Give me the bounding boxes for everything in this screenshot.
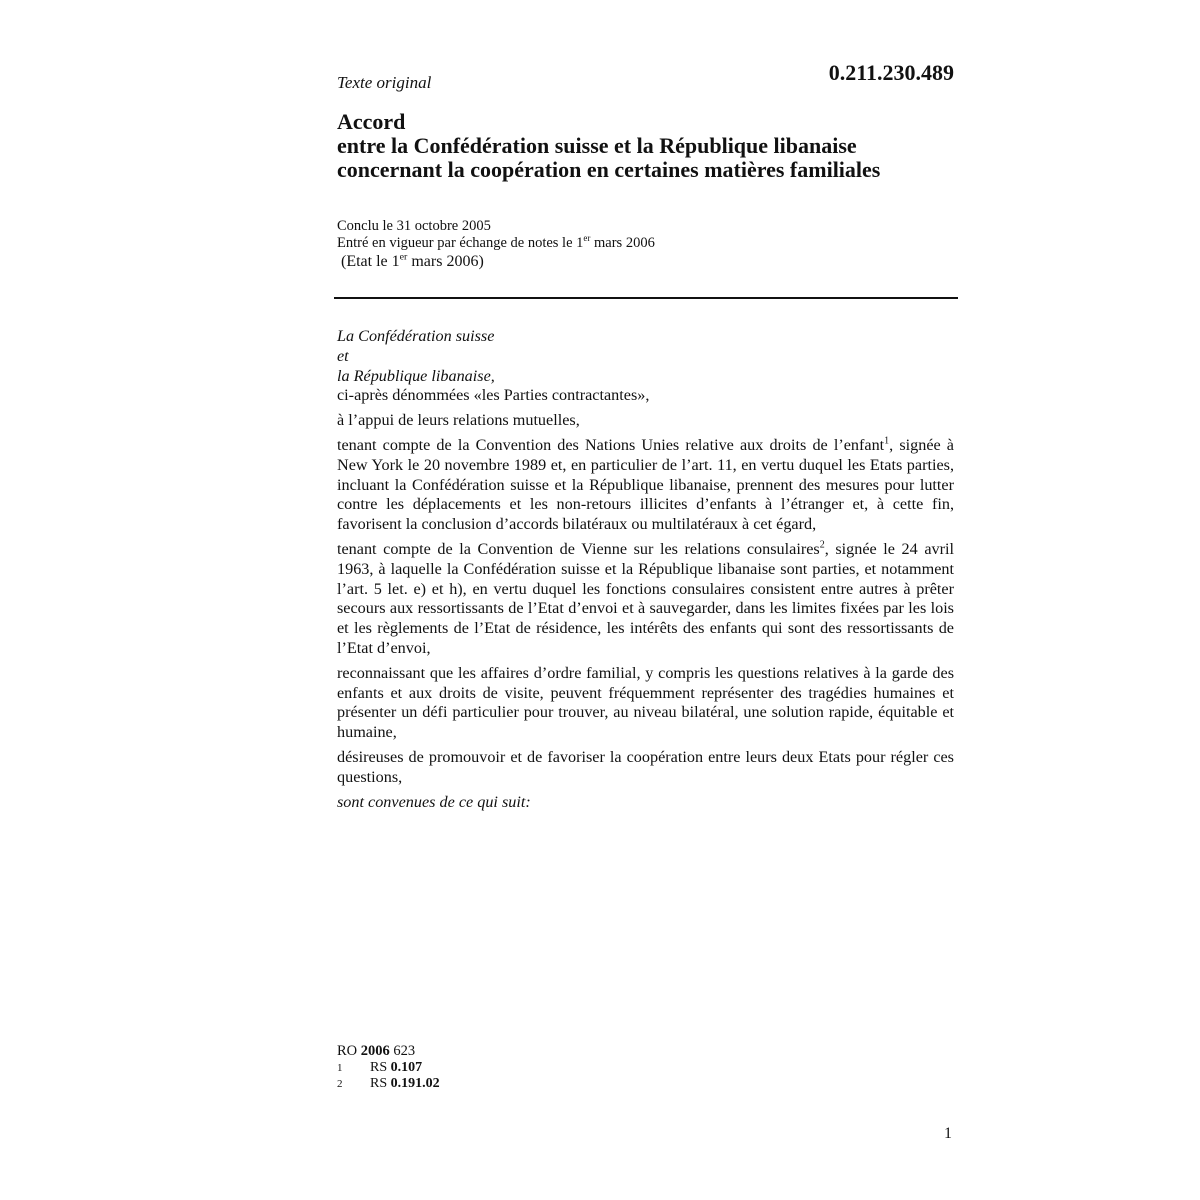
document-metadata	[337, 218, 957, 271]
preamble	[337, 327, 954, 812]
footnote-1-link[interactable]: 0.107	[390, 1059, 423, 1075]
original-text-label: Texte original	[337, 73, 432, 92]
preamble-paragraph-5: désireuses de promouvoir et de favoriser la coopération entre leurs deux Etats pour régler ces questions,	[337, 747, 954, 786]
footnote-2-link[interactable]: 0.191.02	[390, 1075, 440, 1091]
footnote-1-number: 1	[337, 1061, 343, 1074]
footer-references	[337, 1043, 737, 1092]
preamble-paragraph-4: reconnaissant que les affaires d’ordre familial, y compris les questions relatives à la garde des enfants et aux droits de visite, peuvent fréquemment représenter des tragédies humaines et présenter un défi particulier pour trouver, au niveau bilatéral, une solution rapide, équitable et humaine,	[337, 663, 954, 742]
concluded-date: Conclu le 31 octobre 2005	[337, 218, 491, 234]
header-divider	[334, 297, 958, 299]
party-1: La Confédération suisse	[337, 327, 495, 345]
status-date: (Etat le 1er mars 2006)	[341, 251, 484, 270]
footnote-ref-2[interactable]: 2	[819, 539, 825, 551]
document-title	[337, 110, 957, 182]
party-2: la République libanaise,	[337, 366, 495, 385]
footnote-2-number: 2	[337, 1077, 343, 1090]
closing-clause: sont convenues de ce qui suit:	[337, 792, 531, 811]
title-line-2: entre la Confédération suisse et la République libanaise	[337, 133, 857, 158]
hereafter-clause: ci-après dénommées «les Parties contractantes»,	[337, 386, 650, 405]
title-line-1: Accord	[337, 109, 406, 134]
preamble-paragraph-2: tenant compte de la Convention des Nations Unies relative aux droits de l’enfant$^1$, signée à New York le 20 novembre 1989 et, en particulier de l’art. 11, en vertu duquel les Etats parties, incluant la Confédération suisse et la République libanaise, prennent des mesures pour lutter contre les déplacements et les non-retours illicites d’enfants à l’étranger et, à cette fin, favorisent la conclusion d’accords bilatéraux ou multilatéraux à cet égard,	[337, 435, 954, 534]
footnote-2: 2 RS 0.191.02	[337, 1075, 440, 1091]
preamble-paragraph-3: tenant compte de la Convention de Vienne sur les relations consulaires$^2$, signée le 24 avril 1963, à laquelle la Confédération suisse et la République libanaise sont parties, et notamment l’art. 5 let. e) et h), en vertu duquel les fonctions consulaires consistent entre autres à prêter secours aux ressortissants de l’Etat d’envoi et à sauvegarder, dans les limites fixées par les lois et les règlements de l’Etat de résidence, les intérêts des enfants qui sont des ressortissants de l’Etat d’envoi,	[337, 539, 955, 657]
entry-into-force: Entré en vigueur par échange de notes le 1er mars 2006	[337, 232, 655, 251]
preamble-paragraph-1: à l’appui de leurs relations mutuelles,	[337, 411, 580, 430]
official-collection-ref: RO 2006 623	[337, 1043, 416, 1059]
document-number: 0.211.230.489	[828, 60, 954, 85]
page-number: 1	[944, 1125, 952, 1142]
title-line-3: concernant la coopération en certaines matières familiales	[337, 157, 881, 182]
party-conjunction: et	[337, 346, 349, 365]
footnote-ref-1[interactable]: 1	[884, 435, 890, 447]
footnote-1: 1 RS 0.107	[337, 1059, 423, 1075]
